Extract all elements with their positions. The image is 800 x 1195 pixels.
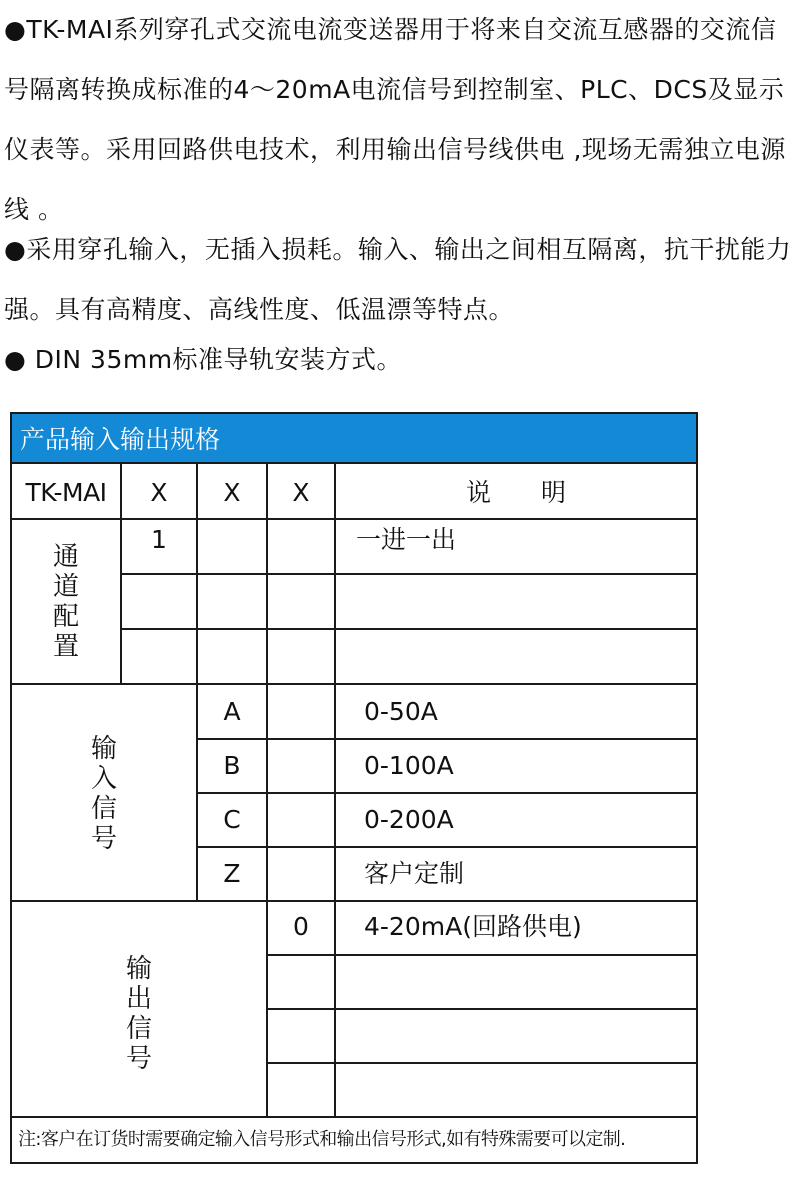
col-divider <box>266 464 268 1116</box>
intro-paragraph-1: ●TK-MAI系列穿孔式交流电流变送器用于将来自交流互感器的交流信号隔离转换成标准的4～20mA电流信号到控制室、PLC、DCS及显示仪表等。采用回路供电技术，利用输出信号线供电 ,现场无需独立电源线 。 <box>4 15 786 224</box>
channel-code-1: 1 <box>151 525 167 554</box>
intro-paragraph-2: ●采用穿孔输入，无插入损耗。输入、输出之间相互隔离，抗干扰能力强。具有高精度、高线性度、低温漂等特点。 <box>4 235 792 324</box>
order-note: 注:客户在订货时需要确定输入信号形式和输出信号形式,如有特殊需要可以定制. <box>18 1129 626 1150</box>
input-desc-z: 客户定制 <box>364 859 465 888</box>
input-desc-b: 0-100A <box>364 751 454 780</box>
input-signal-label: 输 入 信 号 <box>90 734 117 854</box>
header-x1: X <box>150 478 168 507</box>
row-divider <box>266 954 696 956</box>
table-title: 产品输入输出规格 <box>12 414 696 464</box>
header-description: 说 明 <box>465 478 566 507</box>
channel-config-label: 通 道 配 置 <box>52 542 79 662</box>
row-divider <box>12 683 696 685</box>
channel-desc-1: 一进一出 <box>356 525 457 554</box>
output-desc-0: 4-20mA(回路供电) <box>364 912 582 941</box>
row-divider <box>266 1062 696 1064</box>
row-divider <box>196 792 696 794</box>
header-model: TK-MAI <box>25 478 107 507</box>
input-code-c: C <box>223 805 241 834</box>
row-divider <box>12 518 696 520</box>
row-divider <box>196 846 696 848</box>
header-x2: X <box>223 478 241 507</box>
input-code-z: Z <box>223 859 241 888</box>
input-desc-a: 0-50A <box>364 697 438 726</box>
output-code-0: 0 <box>293 912 309 941</box>
row-divider <box>120 573 696 575</box>
row-divider <box>12 900 696 902</box>
row-divider <box>196 738 696 740</box>
spec-table <box>10 412 698 1164</box>
input-desc-c: 0-200A <box>364 805 454 834</box>
input-code-b: B <box>223 751 241 780</box>
input-code-a: A <box>223 697 241 726</box>
row-divider <box>120 628 696 630</box>
header-x3: X <box>292 478 310 507</box>
output-signal-label: 输 出 信 号 <box>125 954 152 1074</box>
row-divider <box>266 1008 696 1010</box>
intro-paragraph-3: ● DIN 35mm标准导轨安装方式。 <box>4 345 403 374</box>
